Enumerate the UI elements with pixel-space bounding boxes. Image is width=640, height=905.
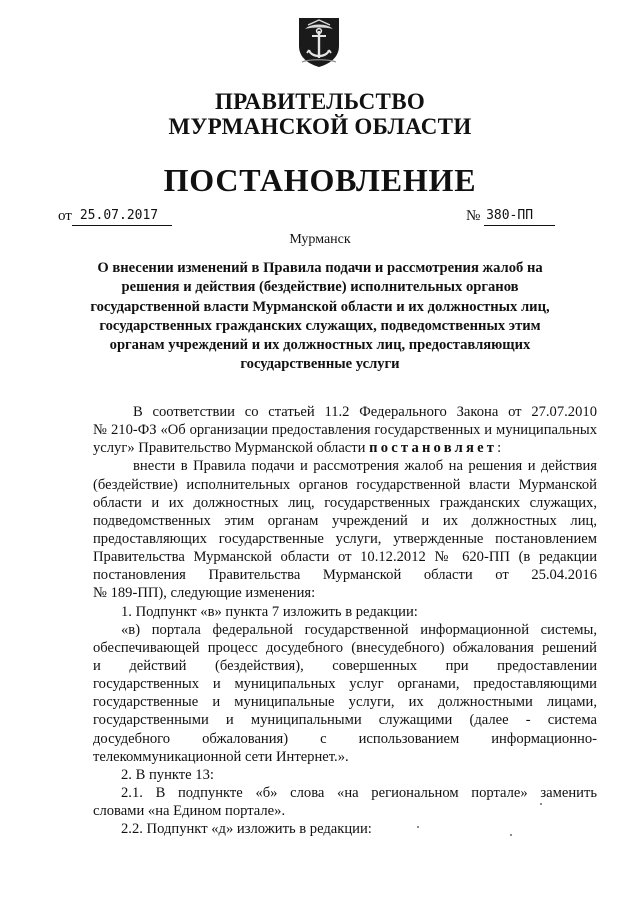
body-line: (бездействие) исполнительных органов государственной власти Мурманской	[93, 476, 597, 493]
date-prefix: от	[58, 208, 72, 224]
list-item-1: 1. Подпункт «в» пункта 7 изложить в редакции:	[121, 603, 418, 620]
list-item-2-1: 2.1. В подпункте «б» слова «на региональном портале» заменить	[121, 784, 597, 801]
body-line: № 189-ПП), следующие изменения:	[93, 585, 316, 602]
decree-body	[93, 403, 597, 838]
document-type-title: ПОСТАНОВЛЕНИЕ	[163, 162, 477, 198]
body-line-punct: :	[497, 440, 502, 457]
body-line: государственные и муниципальные услуги, их должностными лицами,	[93, 694, 597, 711]
date-value: 25.07.2017	[72, 207, 172, 226]
date-field	[58, 207, 172, 227]
title-line: органам учреждений и их должностных лиц, предоставляющих	[109, 337, 531, 354]
decree-keyword: постановляет	[369, 440, 498, 457]
body-line-decree	[93, 439, 597, 457]
body-line: государственными и муниципальными служащими (далее - система	[93, 712, 597, 729]
number-prefix: №	[466, 208, 481, 224]
body-line-text: услуг» Правительство Мурманской области	[93, 440, 366, 457]
body-line: обеспечивающей процесс досудебного (внесудебного) обжалования решений	[93, 639, 597, 656]
body-line: В соответствии со статьей 11.2 Федерального Закона от 27.07.2010	[133, 404, 597, 420]
body-line: государственных и муниципальных услуг органами, предоставляющими	[93, 676, 597, 693]
body-line: досудебного обжалования) с использованием информационно-	[93, 730, 597, 747]
coat-of-arms-icon	[297, 16, 341, 68]
body-line: и действий (бездействия), совершенных при предоставлении	[93, 657, 597, 674]
body-line: постановления Правительства Мурманской области от 25.04.2016	[93, 567, 597, 584]
body-line: «в) портала федеральной государственной информационной системы,	[121, 621, 597, 638]
city-name: Мурманск	[289, 232, 351, 247]
title-line: О внесении изменений в Правила подачи и рассмотрения жалоб на	[97, 260, 543, 276]
title-line: решения и действия (бездействие) исполнительных органов	[121, 279, 519, 296]
title-line: государственные услуги	[240, 356, 400, 373]
list-item-2-2: 2.2. Подпункт «д» изложить в редакции:	[121, 821, 372, 838]
scan-speck	[510, 834, 512, 836]
body-line: области и их должностных лиц, государственных гражданских служащих,	[93, 494, 597, 511]
decree-title	[90, 259, 550, 375]
government-name-line1: ПРАВИТЕЛЬСТВО	[214, 89, 426, 114]
scan-speck	[417, 826, 419, 828]
number-field	[466, 207, 555, 227]
scan-speck	[540, 803, 542, 805]
body-line: № 210-ФЗ «Об организации предоставления государственных и муниципальных	[93, 422, 597, 439]
body-line: телекоммуникационной сети Интернет.».	[93, 748, 349, 765]
title-line: государственной власти Мурманской области и их должностных лиц,	[90, 298, 550, 315]
list-item-2: 2. В пункте 13:	[121, 766, 214, 783]
body-line: Правительства Мурманской области от 10.12.2012 № 620-ПП (в редакции	[93, 549, 597, 566]
title-line: государственных гражданских служащих, подведомственных этим	[99, 317, 541, 334]
number-value: 380-ПП	[484, 207, 555, 226]
government-name-line2: МУРМАНСКОЙ ОБЛАСТИ	[168, 114, 472, 139]
body-line: предоставляющих государственные услуги, утвержденные постановлением	[93, 530, 597, 547]
body-line: подведомственных этим органам учреждений и их должностных лиц,	[93, 512, 597, 529]
body-line: внести в Правила подачи и рассмотрения жалоб на решения и действия	[133, 458, 597, 475]
body-line: словами «на Едином портале».	[93, 803, 286, 820]
